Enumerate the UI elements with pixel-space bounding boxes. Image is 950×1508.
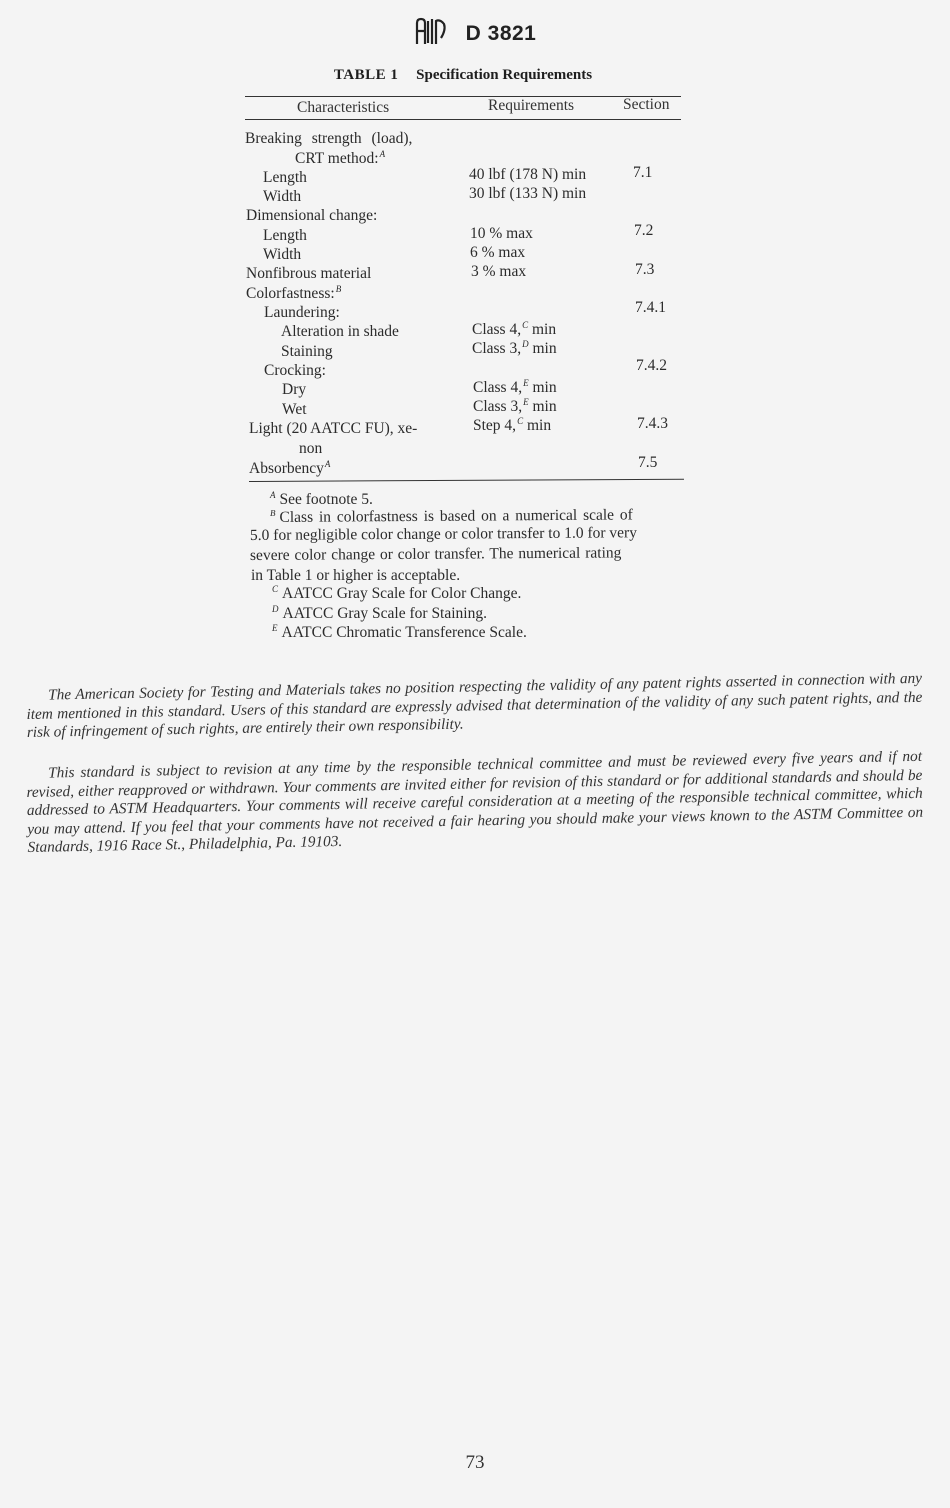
table-bottom-rule <box>249 479 684 482</box>
page-number: 73 <box>465 1452 485 1473</box>
footnote-ref: E <box>523 397 529 407</box>
table-row-characteristic: Laundering: <box>264 304 340 321</box>
column-header-requirements: Requirements <box>488 97 575 114</box>
table-row-requirement: Class 3,$^D$ min <box>472 339 557 357</box>
table-row-characteristic: Width <box>263 188 302 205</box>
footnote-ref: D <box>522 339 529 349</box>
table-row-characteristic: Length <box>263 169 307 186</box>
footnote-ref: A <box>379 149 386 159</box>
footnote: severe color change or color transfer. The numerical rating <box>249 544 622 564</box>
column-header-characteristics: Characteristics <box>297 99 390 116</box>
page-header <box>0 16 950 51</box>
table-row-characteristic: Dry <box>282 381 307 398</box>
table-row-requirement: 10 % max <box>470 225 533 242</box>
table-row-section: 7.3 <box>635 261 655 278</box>
table-row-section: 7.5 <box>638 454 658 471</box>
table-row-characteristic: CRT method:$^A$ <box>295 149 386 167</box>
document-id: D 3821 <box>465 21 537 45</box>
footnote: $^D$ AATCC Gray Scale for Staining. <box>272 604 487 622</box>
table-row-section: 7.4.2 <box>636 357 667 374</box>
table-row-requirement: Class 4,$^E$ min <box>473 378 557 396</box>
footnote-ref: A <box>324 459 331 469</box>
table-row-section: 7.4.1 <box>635 299 666 316</box>
table-row-characteristic: Absorbency$^A$ <box>249 459 331 477</box>
table-row-requirement: 40 lbf (178 N) min <box>469 166 587 183</box>
footnote: $^B$ Class in colorfastness is based on a numerical scale of <box>269 506 633 526</box>
table-row-requirement: Step 4,$^C$ min <box>473 416 552 434</box>
footnote: $^E$ AATCC Chromatic Transference Scale. <box>272 623 527 641</box>
table-title <box>245 67 681 84</box>
table-row-characteristic: Nonfibrous material <box>246 265 372 282</box>
table-row-characteristic: Colorfastness:$^B$ <box>246 284 342 302</box>
table-row-section: 7.1 <box>633 164 653 181</box>
table-row-requirement: Class 3,$^E$ min <box>473 397 557 415</box>
table-row-characteristic: Wet <box>282 401 307 418</box>
footnote-ref: B <box>335 284 342 294</box>
table-row-characteristic: Light (20 AATCC FU), xe- <box>249 420 418 437</box>
table-top-rule <box>245 96 681 97</box>
table-header-rule <box>245 119 681 120</box>
table-row-characteristic: Breaking strength (load), <box>245 130 413 147</box>
footnote: in Table 1 or higher is acceptable. <box>251 567 461 584</box>
revision-notice: This standard is subject to revision at any time by the responsible technical committee and must be reviewed every five years and if not revised, either reapproved or withdrawn. Your comments are invited either for revision of this standard or for additional standards and should be addressed to ASTM Headquarters. Your comments will receive careful consideration at a meeting of the responsible technical committee, which you may attend. If you feel that your comments have not received a fair hearing you should make your views known to the ASTM Committee on Standards, 1916 Race St., Philadelphia, Pa. 19103. <box>26 747 924 856</box>
footnote: $^A$ See footnote 5. <box>270 490 373 508</box>
patent-notice: The American Society for Testing and Materials takes no position respecting the validity of any patent rights asserted in connection with any item mentioned in this standard. Users of this standard are expressly advised that determination of the validity of any such patent rights, and the risk of infringement of such rights, are entirely their own responsibility. <box>26 669 923 741</box>
table-row-characteristic: Width <box>263 246 302 263</box>
table-row-section: 7.4.3 <box>637 415 668 432</box>
table-row-requirement: Class 4,$^C$ min <box>472 320 557 338</box>
table-row-characteristic: Dimensional change: <box>246 207 378 224</box>
table-row-characteristic: Crocking: <box>264 362 326 379</box>
footnote-ref: E <box>523 378 529 388</box>
footnote-ref: C <box>522 320 529 330</box>
footnote-ref: C <box>517 416 524 426</box>
table-row-characteristic: Staining <box>281 343 333 360</box>
astm-logo-icon <box>414 16 448 51</box>
table-row-requirement: 30 lbf (133 N) min <box>469 185 587 202</box>
table-label: TABLE 1 <box>333 67 399 83</box>
table-caption: Specification Requirements <box>416 67 593 83</box>
table-row-section: 7.2 <box>634 222 654 239</box>
table-row-characteristic: Alteration in shade <box>281 323 399 340</box>
column-header-section: Section <box>623 96 670 113</box>
table-row-requirement: 6 % max <box>470 244 526 261</box>
footnote: $^C$ AATCC Gray Scale for Color Change. <box>272 584 522 602</box>
table-row-characteristic: non <box>299 440 323 457</box>
table-row-requirement: 3 % max <box>471 263 527 280</box>
footnote: 5.0 for negligible color change or color transfer to 1.0 for very <box>249 524 637 544</box>
table-row-characteristic: Length <box>263 227 307 244</box>
